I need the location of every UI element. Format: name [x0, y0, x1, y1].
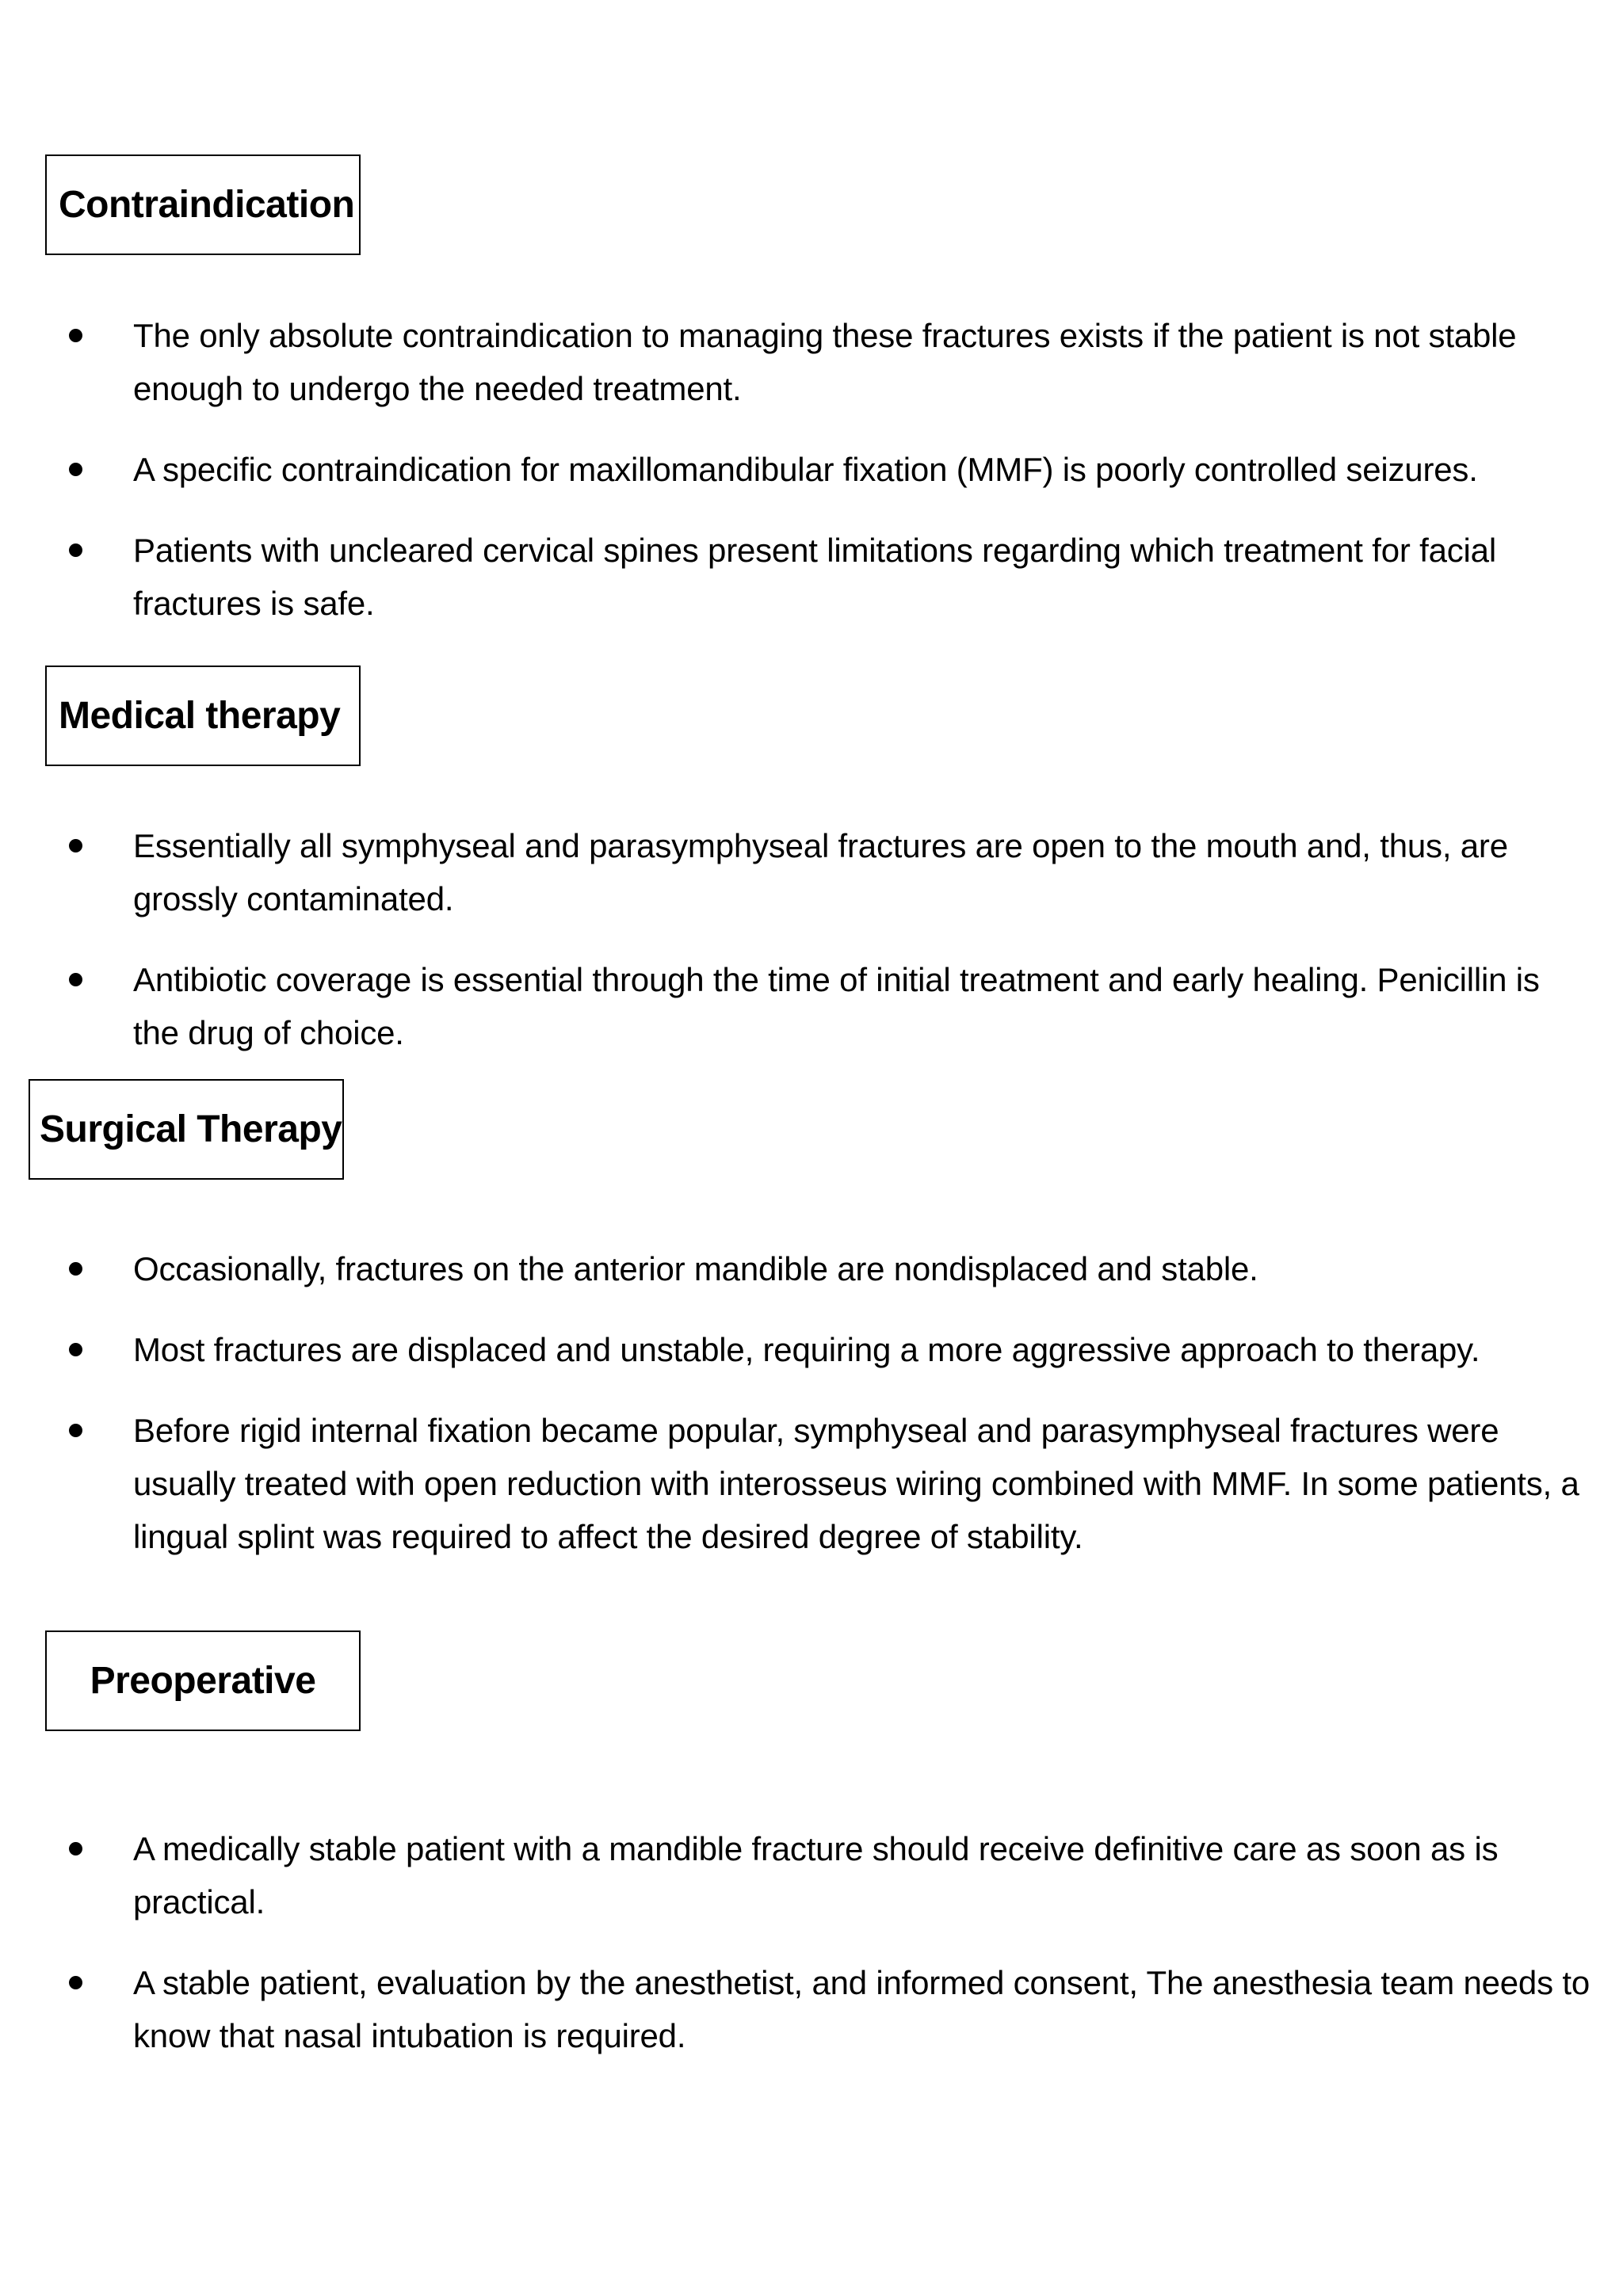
list-item	[0, 1242, 1623, 1295]
list-item	[0, 1822, 1623, 1928]
list-item-text: A medically stable patient with a mandible fracture should receive definitive care as soon as is practical.	[133, 1830, 1499, 1920]
section-heading-contraindication	[45, 154, 361, 255]
medical-therapy-list	[0, 819, 1623, 1087]
list-item	[0, 443, 1623, 496]
list-item	[0, 1323, 1623, 1376]
list-item	[0, 524, 1623, 630]
bullet-icon	[69, 1343, 82, 1356]
bullet-icon	[69, 973, 82, 986]
bullet-icon	[69, 1424, 82, 1437]
heading-text: Contraindication	[59, 183, 355, 226]
preoperative-list	[0, 1822, 1623, 2090]
bullet-icon	[69, 1976, 82, 1989]
list-item-text: Antibiotic coverage is essential through the time of initial treatment and early healing. Penicillin is the drug of choice.	[133, 961, 1540, 1051]
heading-text: Preoperative	[90, 1659, 316, 1702]
section-heading-medical-therapy	[45, 666, 361, 766]
bullet-icon	[69, 1262, 82, 1276]
list-item	[0, 1404, 1623, 1563]
list-item	[0, 309, 1623, 415]
list-item-text: A specific contraindication for maxillomandibular fixation (MMF) is poorly controlled seizures.	[133, 451, 1478, 488]
list-item	[0, 1956, 1623, 2062]
section-heading-preoperative	[45, 1630, 361, 1731]
bullet-icon	[69, 329, 82, 342]
list-item-text: Patients with uncleared cervical spines present limitations regarding which treatment for facial fractures is safe.	[133, 532, 1496, 622]
bullet-icon	[69, 1842, 82, 1855]
contraindication-list	[0, 309, 1623, 658]
list-item	[0, 819, 1623, 925]
list-item-text: The only absolute contraindication to managing these fractures exists if the patient is not stable enough to undergo the needed treatment.	[133, 317, 1517, 407]
section-heading-surgical-therapy	[29, 1079, 344, 1180]
list-item-text: Before rigid internal fixation became popular, symphyseal and parasymphyseal fractures were usually treated with open reduction with interosseus wiring combined with MMF. In some patients, a lingual splint was required to affect the desired degree of stability.	[133, 1412, 1579, 1555]
list-item-text: Most fractures are displaced and unstable, requiring a more aggressive approach to therapy.	[133, 1331, 1480, 1368]
list-item	[0, 953, 1623, 1059]
list-item-text: Essentially all symphyseal and parasymphyseal fractures are open to the mouth and, thus, are grossly contaminated.	[133, 827, 1508, 917]
heading-text: Medical therapy	[59, 694, 341, 737]
bullet-icon	[69, 463, 82, 476]
list-item-text: Occasionally, fractures on the anterior mandible are nondisplaced and stable.	[133, 1250, 1258, 1287]
surgical-therapy-list	[0, 1242, 1623, 1591]
bullet-icon	[69, 839, 82, 852]
heading-text: Surgical Therapy	[40, 1108, 342, 1150]
bullet-icon	[69, 543, 82, 557]
list-item-text: A stable patient, evaluation by the anesthetist, and informed consent, The anesthesia team needs to know that nasal intubation is required.	[133, 1964, 1590, 2054]
